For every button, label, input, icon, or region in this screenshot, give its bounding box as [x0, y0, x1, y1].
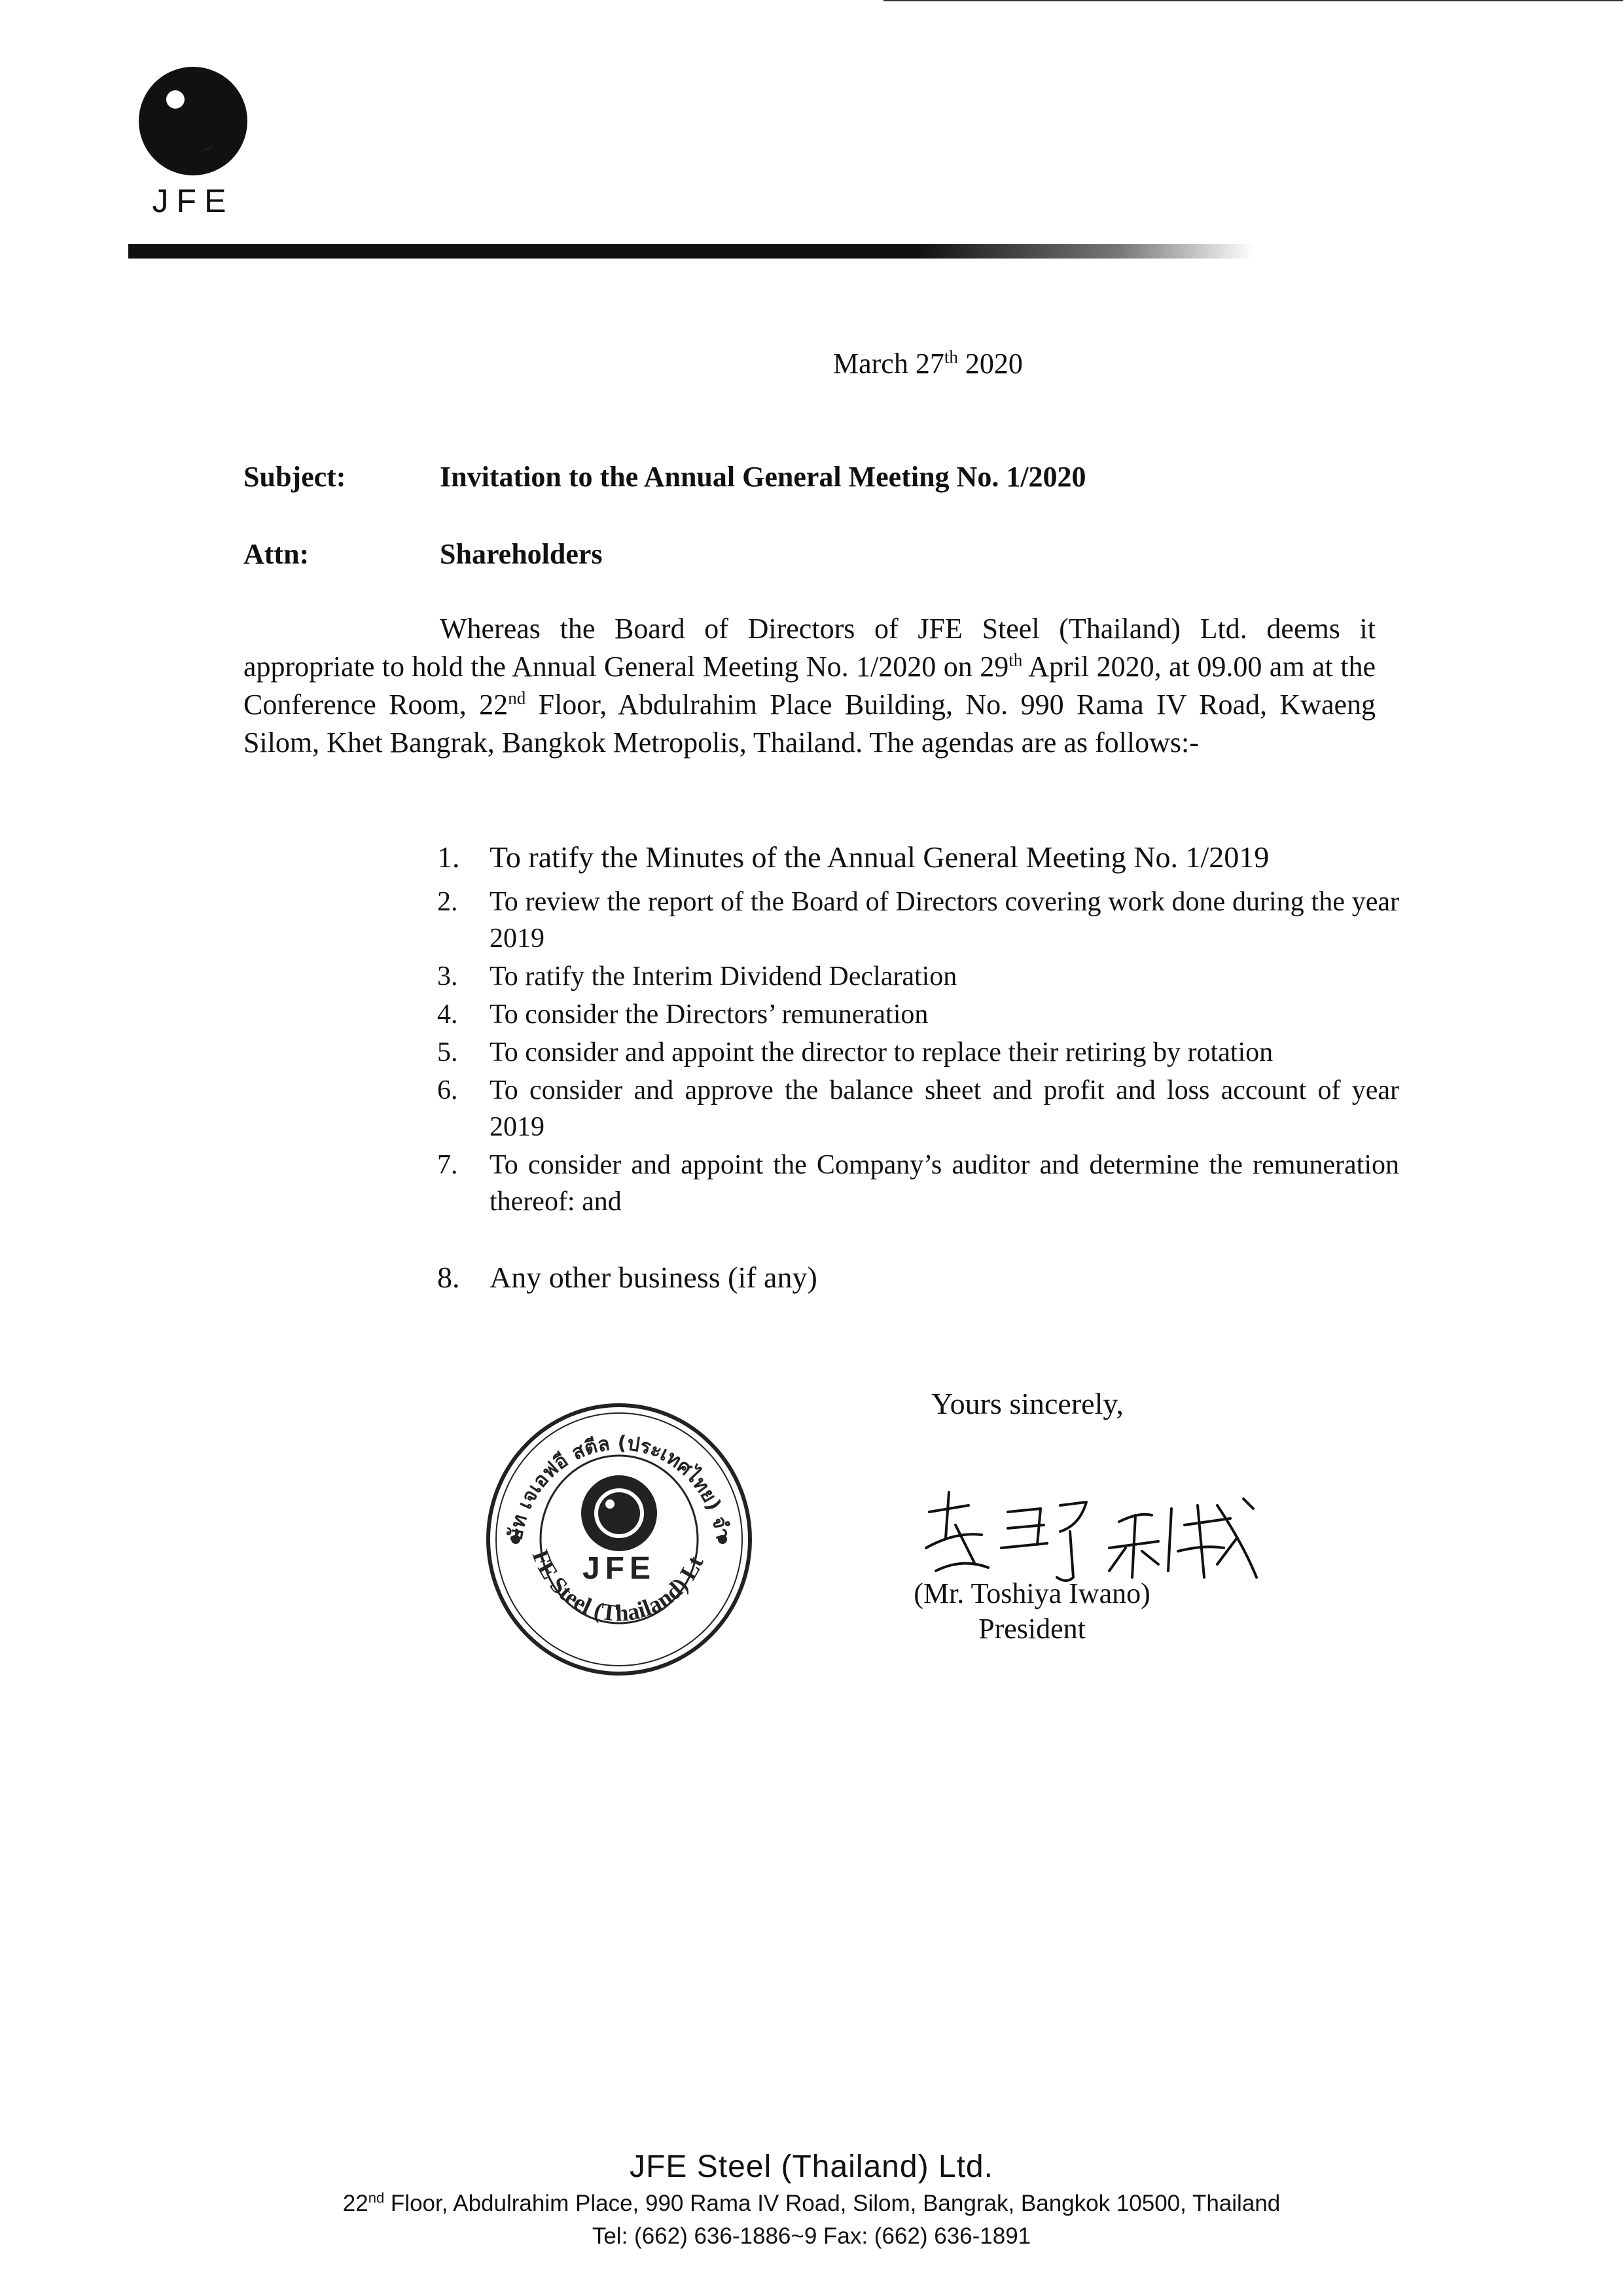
letter-date: March 27th 2020	[833, 347, 1023, 380]
closing-salutation: Yours sincerely,	[931, 1387, 1124, 1420]
seal-center-text: JFE	[582, 1551, 656, 1586]
agenda-item: 4. To consider the Directors’ remuneration	[437, 999, 929, 1030]
agenda-item: 2. To review the report of the Board of Directors covering work done during the year 2019	[437, 887, 1399, 954]
top-edge-line	[883, 0, 1623, 1]
footer-company-name: JFE Steel (Thailand) Ltd.	[630, 2149, 993, 2184]
company-seal-icon	[482, 1382, 757, 1683]
attn-label: Attn:	[243, 538, 310, 570]
footer-contact: Tel: (662) 636-1886~9 Fax: (662) 636-1891	[592, 2223, 1031, 2249]
company-seal	[482, 1382, 757, 1683]
agenda-item: 7. To consider and appoint the Company’s auditor and determine the remuneration thereof: and	[437, 1150, 1399, 1217]
agenda-item: 1. To ratify the Minutes of the Annual General Meeting No. 1/2019	[437, 840, 1270, 874]
agenda-item: 3. To ratify the Interim Dividend Declaration	[437, 961, 957, 992]
agenda-list	[437, 838, 1399, 1297]
seal-english-text: FE Steel (Thailand) Lt	[527, 1546, 709, 1626]
agenda-item: 8. Any other business (if any)	[437, 1261, 817, 1294]
subject-label: Subject:	[243, 461, 346, 493]
subject-text: Invitation to the Annual General Meeting No. 1/2020	[440, 461, 1086, 493]
agenda-item: 6. To consider and approve the balance sheet and profit and loss account of year 2019	[437, 1075, 1399, 1142]
signatory-block	[888, 1576, 1176, 1647]
header-rule	[128, 244, 1254, 259]
seal-thai-text: ษัท เจเอฟอี สตีล (ประเทศไทย) จำ	[503, 1431, 735, 1543]
signatory-title: President	[978, 1613, 1086, 1645]
agenda-item: 5. To consider and appoint the director to replace their retiring by rotation	[437, 1037, 1274, 1067]
letter-footer	[0, 2147, 1623, 2253]
signatory-name: (Mr. Toshiya Iwano)	[914, 1577, 1150, 1609]
handwritten-signature	[910, 1486, 1276, 1584]
jfe-logo-icon	[137, 65, 249, 177]
attn-text: Shareholders	[440, 538, 603, 570]
jfe-logo	[137, 65, 249, 223]
footer-address: 22nd Floor, Abdulrahim Place, 990 Rama IV Road, Silom, Bangrak, Bangkok 10500, Thailand	[342, 2189, 1281, 2216]
logo-wordmark: JFE	[152, 183, 234, 219]
intro-paragraph: Whereas the Board of Directors of JFE Steel (Thailand) Ltd. deems it appropriate to hold the Annual General Meeting No. 1/2020 on 29th April 2020, at 09.00 am at the Conference Room, 22nd Floor, Abdulrahim Place Building, No. 990 Rama IV Road, Kwaeng Silom, Khet Bangrak, Bangkok Metropolis, Thailand. The agendas are as follows:-	[243, 613, 1376, 759]
